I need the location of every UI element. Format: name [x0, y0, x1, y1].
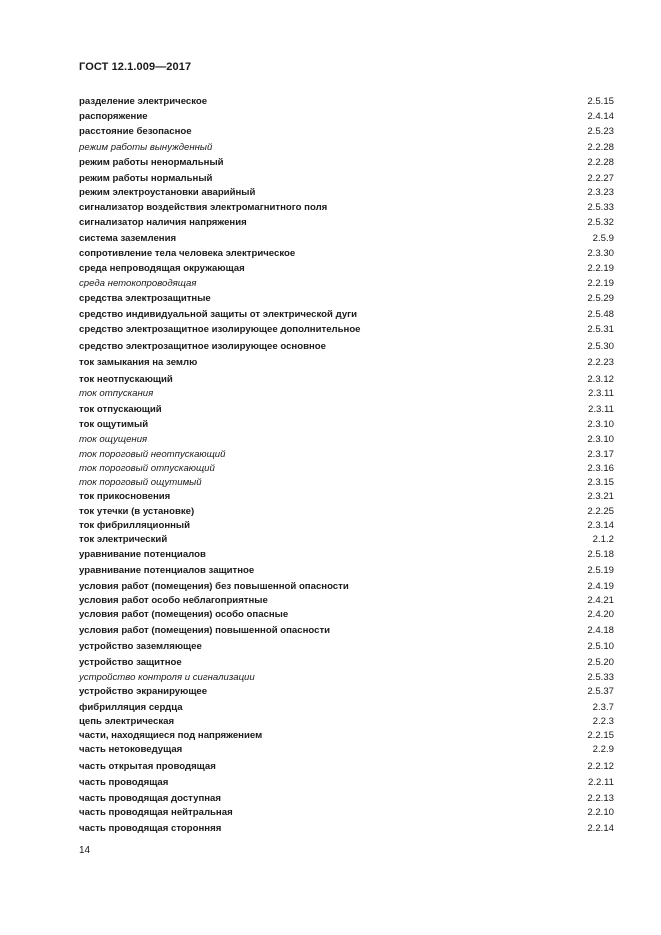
index-reference: 2.5.37	[587, 686, 614, 697]
index-term: условия работ (помещения) повышенной опасности	[79, 625, 331, 636]
index-term: ток замыкания на землю	[79, 357, 198, 368]
index-entry	[79, 216, 614, 229]
index-entry	[79, 277, 614, 290]
index-term: ток фибрилляционный	[79, 520, 190, 531]
index-term: часть нетоковедущая	[79, 744, 183, 755]
index-term: система заземления	[79, 233, 177, 244]
index-reference: 2.4.20	[587, 609, 614, 620]
index-reference: 2.3.17	[587, 449, 614, 460]
index-entry	[79, 701, 614, 714]
index-entry	[79, 308, 614, 321]
index-entry	[79, 186, 614, 199]
index-entry	[79, 533, 614, 546]
index-entry	[79, 262, 614, 275]
index-reference: 2.3.21	[587, 491, 614, 502]
index-term: средство электрозащитное изолирующее дополнительное	[79, 324, 361, 335]
index-entry	[79, 172, 614, 185]
index-reference: 2.1.2	[592, 534, 614, 545]
index-entry	[79, 806, 614, 819]
index-reference: 2.4.21	[587, 595, 614, 606]
index-term: устройство контроля и сигнализации	[79, 672, 255, 683]
index-term: уравнивание потенциалов защитное	[79, 565, 255, 576]
index-reference: 2.2.12	[587, 761, 614, 772]
index-reference: 2.5.30	[587, 341, 614, 352]
index-reference: 2.5.29	[587, 293, 614, 304]
index-reference: 2.4.14	[587, 111, 614, 122]
index-entry	[79, 292, 614, 305]
index-term: ток утечки (в установке)	[79, 506, 195, 517]
index-term: режим работы нормальный	[79, 173, 213, 184]
index-term: ток пороговый ощутимый	[79, 477, 202, 488]
index-entry	[79, 340, 614, 353]
index-entry	[79, 743, 614, 756]
index-reference: 2.3.30	[587, 248, 614, 259]
index-reference: 2.4.18	[587, 625, 614, 636]
index-term: условия работ особо неблагоприятные	[79, 595, 268, 606]
index-reference: 2.3.16	[587, 463, 614, 474]
index-entry	[79, 580, 614, 593]
index-reference: 2.2.14	[587, 823, 614, 834]
index-entry	[79, 564, 614, 577]
index-term: условия работ (помещения) особо опасные	[79, 609, 289, 620]
index-term: среда нетокопроводящая	[79, 278, 197, 289]
index-entry	[79, 387, 614, 400]
index-entry	[79, 624, 614, 637]
index-entry	[79, 822, 614, 835]
index-entry	[79, 715, 614, 728]
index-reference: 2.2.28	[587, 142, 614, 153]
index-reference: 2.5.10	[587, 641, 614, 652]
index-term: режим работы вынужденный	[79, 142, 213, 153]
index-entry	[79, 201, 614, 214]
index-term: сигнализатор воздействия электромагнитного поля	[79, 202, 328, 213]
document-header: ГОСТ 12.1.009—2017	[79, 61, 192, 73]
index-term: средство индивидуальной защиты от электрической дуги	[79, 309, 358, 320]
index-entry	[79, 490, 614, 503]
index-entry	[79, 760, 614, 773]
index-entry	[79, 505, 614, 518]
index-term: среда непроводящая окружающая	[79, 263, 245, 274]
index-reference: 2.2.19	[587, 278, 614, 289]
index-reference: 2.5.33	[587, 672, 614, 683]
index-term: части, находящиеся под напряжением	[79, 730, 263, 741]
index-term: ток отпускания	[79, 388, 154, 399]
index-term: ток электрический	[79, 534, 168, 545]
index-term: условия работ (помещения) без повышенной опасности	[79, 581, 349, 592]
index-entry	[79, 448, 614, 461]
index-reference: 2.2.28	[587, 157, 614, 168]
index-reference: 2.3.11	[588, 404, 614, 415]
index-term: уравнивание потенциалов	[79, 549, 206, 560]
index-entry	[79, 519, 614, 532]
index-entry	[79, 656, 614, 669]
index-entry	[79, 141, 614, 154]
index-reference: 2.2.13	[587, 793, 614, 804]
index-reference: 2.3.10	[587, 419, 614, 430]
index-entry	[79, 792, 614, 805]
index-term: средства электрозащитные	[79, 293, 211, 304]
index-term: режим работы ненормальный	[79, 157, 224, 168]
index-term: разделение электрическое	[79, 96, 208, 107]
index-reference: 2.2.15	[587, 730, 614, 741]
index-entry	[79, 356, 614, 369]
index-entry	[79, 433, 614, 446]
index-reference: 2.5.31	[587, 324, 614, 335]
index-term: устройство защитное	[79, 657, 182, 668]
index-entry	[79, 125, 614, 138]
index-reference: 2.2.23	[587, 357, 614, 368]
index-entry	[79, 156, 614, 169]
index-entry	[79, 594, 614, 607]
index-reference: 2.2.11	[588, 777, 614, 788]
index-entry	[79, 729, 614, 742]
index-term: расстояние безопасное	[79, 126, 192, 137]
index-reference: 2.2.10	[587, 807, 614, 818]
index-term: часть проводящая сторонняя	[79, 823, 222, 834]
index-reference: 2.3.15	[587, 477, 614, 488]
index-reference: 2.3.7	[592, 702, 614, 713]
index-entry	[79, 608, 614, 621]
index-reference: 2.5.32	[587, 217, 614, 228]
index-reference: 2.3.10	[587, 434, 614, 445]
index-entry	[79, 671, 614, 684]
index-entry	[79, 373, 614, 386]
index-term: часть проводящая нейтральная	[79, 807, 233, 818]
index-entry	[79, 95, 614, 108]
index-reference: 2.2.27	[587, 173, 614, 184]
index-reference: 2.5.18	[587, 549, 614, 560]
index-reference: 2.5.33	[587, 202, 614, 213]
index-reference: 2.3.12	[587, 374, 614, 385]
page-number: 14	[79, 845, 91, 856]
index-term: цепь электрическая	[79, 716, 175, 727]
index-term: сопротивление тела человека электрическое	[79, 248, 296, 259]
index-reference: 2.5.20	[587, 657, 614, 668]
index-entry	[79, 548, 614, 561]
index-reference: 2.5.15	[587, 96, 614, 107]
index-term: ток ощущения	[79, 434, 148, 445]
index-reference: 2.4.19	[587, 581, 614, 592]
index-term: ток неотпускающий	[79, 374, 173, 385]
index-entry	[79, 418, 614, 431]
index-term: ток отпускающий	[79, 404, 162, 415]
index-term: средство электрозащитное изолирующее основное	[79, 341, 326, 352]
index-term: ток ощутимый	[79, 419, 149, 430]
index-reference: 2.2.19	[587, 263, 614, 274]
index-term: режим электроустановки аварийный	[79, 187, 256, 198]
index-reference: 2.2.3	[592, 716, 614, 727]
index-term: часть проводящая	[79, 777, 169, 788]
index-term: часть открытая проводящая	[79, 761, 216, 772]
index-reference: 2.5.48	[587, 309, 614, 320]
index-entry	[79, 403, 614, 416]
index-term: сигнализатор наличия напряжения	[79, 217, 247, 228]
index-reference: 2.2.9	[592, 744, 614, 755]
index-entry	[79, 232, 614, 245]
index-term: распоряжение	[79, 111, 148, 122]
index-reference: 2.5.9	[592, 233, 614, 244]
index-term: часть проводящая доступная	[79, 793, 221, 804]
index-entry	[79, 323, 614, 336]
index-entry	[79, 640, 614, 653]
index-entry	[79, 685, 614, 698]
index-term: ток пороговый неотпускающий	[79, 449, 226, 460]
index-term: ток прикосновения	[79, 491, 171, 502]
index-entry	[79, 776, 614, 789]
index-term: ток пороговый отпускающий	[79, 463, 215, 474]
index-term: фибрилляция сердца	[79, 702, 183, 713]
index-entry	[79, 476, 614, 489]
index-reference: 2.3.23	[587, 187, 614, 198]
index-entry	[79, 462, 614, 475]
index-reference: 2.5.23	[587, 126, 614, 137]
index-reference: 2.3.14	[587, 520, 614, 531]
index-term: устройство экранирующее	[79, 686, 208, 697]
index-entry	[79, 110, 614, 123]
index-reference: 2.3.11	[588, 388, 614, 399]
index-term: устройство заземляющее	[79, 641, 202, 652]
index-reference: 2.5.19	[587, 565, 614, 576]
index-reference: 2.2.25	[587, 506, 614, 517]
index-entry	[79, 247, 614, 260]
